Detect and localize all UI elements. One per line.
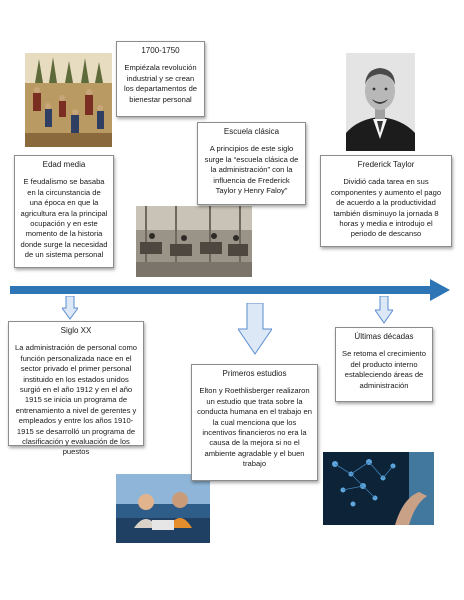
event-body: Dividió cada tarea en sus componentes y aumento el pago de acuerdo a la productividad también disminuyo la jornada 8 horas y media e introdujo el periodo de descanso xyxy=(330,177,442,239)
event-box-frederick-taylor xyxy=(320,155,452,247)
event-title: Edad media xyxy=(42,160,86,169)
event-body: Se retoma el crecimiento del producto interno estableciendo áreas de administración xyxy=(342,349,426,390)
event-body: La administración de personal como función personalizada nace en el sector privado el primer personal instituido en los estados unidos surgió en el año 1912 y en el año 1915 se inicia un programa de entrenamiento a nivel de gerentes y empleados y entre los años 1910-1915 se desarrolló un programa de clasificación y evaluación de los puestos xyxy=(15,343,137,457)
factory-workers-photo xyxy=(136,206,252,277)
event-title: Últimas décadas xyxy=(354,332,414,341)
event-box-primeros-estudios xyxy=(191,364,318,481)
event-title: Frederick Taylor xyxy=(357,160,415,169)
event-body: A principios de este siglo surge la “escuela clásica de la administración” con la influencia de Frederick Taylor y Henry Faloy” xyxy=(204,144,299,196)
event-box-1700-1750 xyxy=(116,41,205,117)
digital-network-image xyxy=(323,452,434,525)
frederick-taylor-portrait xyxy=(346,53,415,151)
event-box-ultimas-decadas xyxy=(335,327,433,402)
event-box-escuela-clasica xyxy=(197,122,306,205)
event-title: Primeros estudios xyxy=(222,369,287,378)
event-body: Elton y Roethlisberger realizaron un estudio que trata sobre la conducta humana en el trabajo en la cual menciona que los incentivos financieros no era la causa de la mejora si no el ambiente agradable y el buen trabajo xyxy=(197,386,312,469)
event-body: E feudalismo se basaba en la circunstancia de una época en que la agricultura era la principal ocupación y en este momento de la historia donde surge la necesidad de un sistema personal xyxy=(20,177,108,260)
down-arrow-siglo-xx xyxy=(62,296,78,320)
event-title: Siglo XX xyxy=(60,326,92,335)
event-title: 1700-1750 xyxy=(141,46,180,55)
office-meeting-photo xyxy=(116,474,210,543)
medieval-painting-image xyxy=(25,53,112,147)
down-arrow-primeros-estudios xyxy=(238,303,272,355)
event-box-edad-media xyxy=(14,155,114,268)
event-body: Empiézala revolución industrial y se crean los departamentos de bienestar personal xyxy=(123,63,198,104)
down-arrow-ultimas-decadas xyxy=(375,296,393,324)
event-box-siglo-xx xyxy=(8,321,144,457)
event-title: Escuela clásica xyxy=(223,127,280,136)
